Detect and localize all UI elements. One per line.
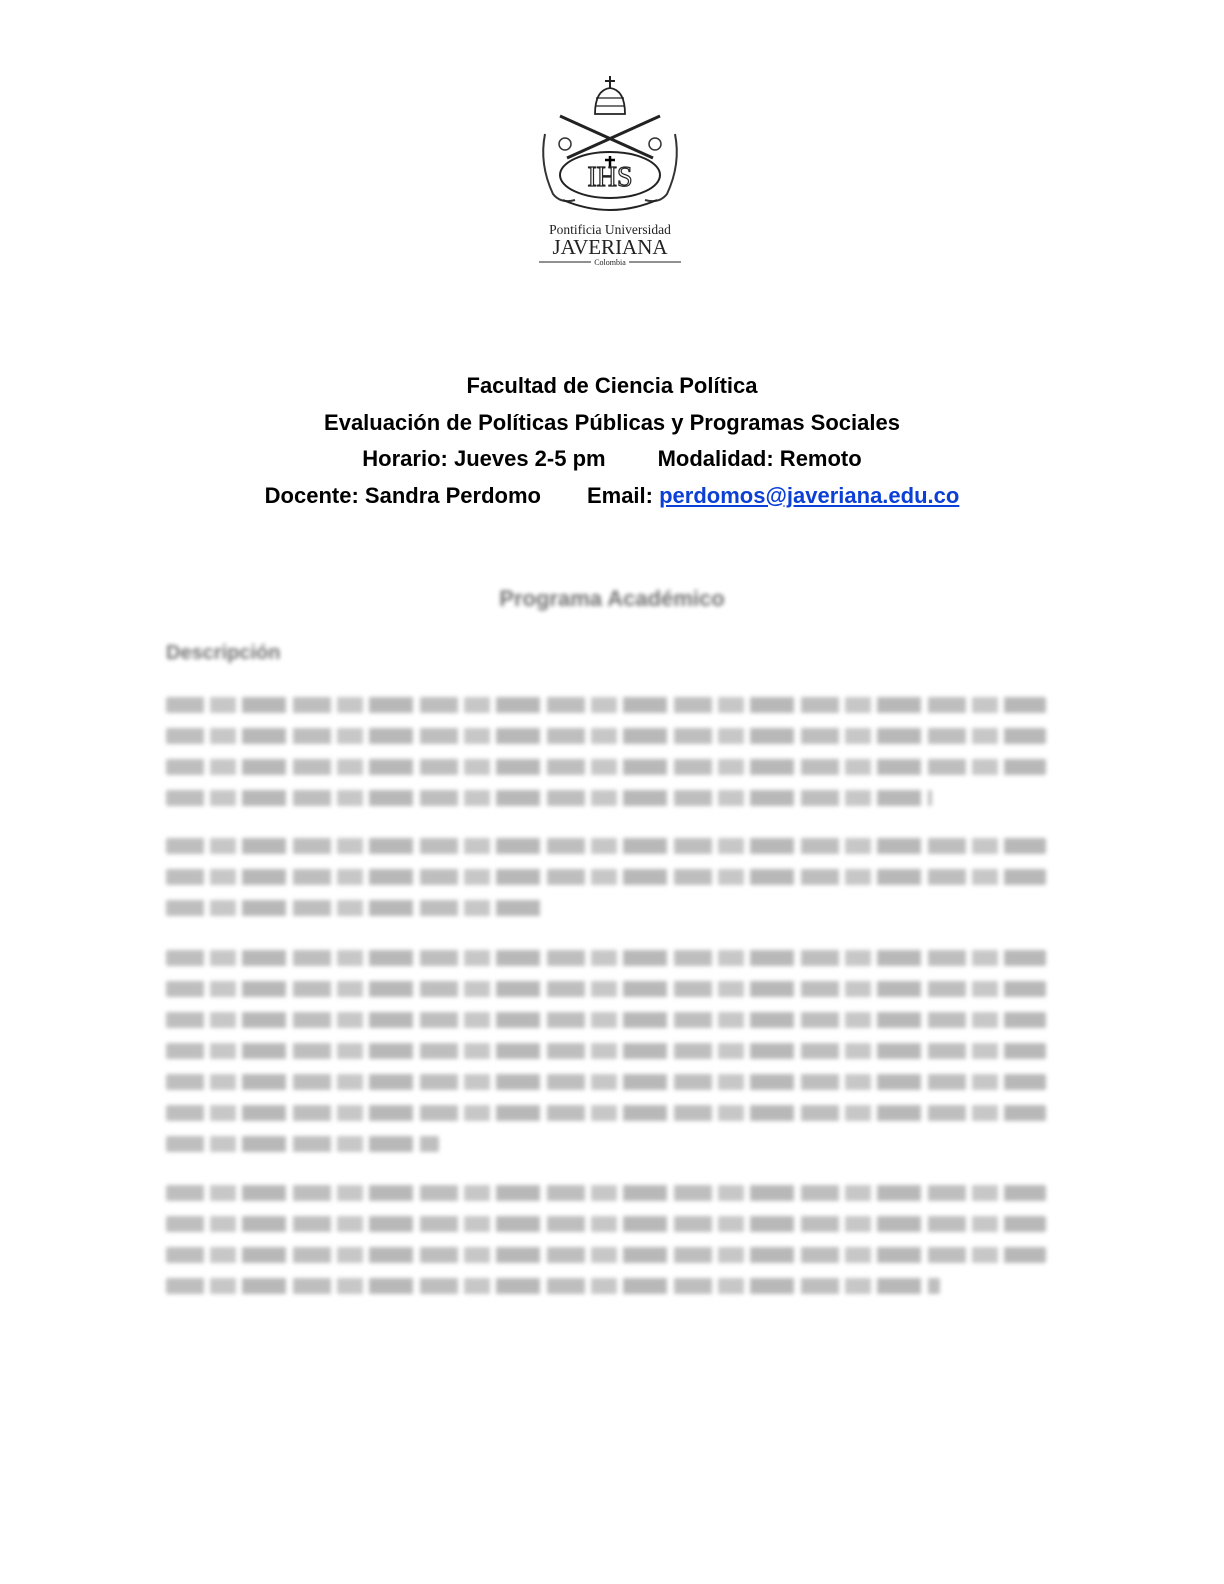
subheading: Descripción [166, 642, 281, 664]
redacted-line [166, 790, 932, 806]
course-header [0, 368, 1224, 514]
logo-line1: Pontificia Universidad [549, 222, 671, 237]
redacted-line [166, 981, 1046, 997]
email-link[interactable]: perdomos@javeriana.edu.co [659, 482, 960, 508]
modality: Modalidad: Remoto [657, 446, 862, 471]
redacted-line [166, 1216, 1046, 1232]
redacted-line [166, 900, 544, 916]
redacted-paragraph [166, 838, 1046, 931]
email-label: Email: [586, 482, 653, 508]
teacher: Docente: Sandra Perdomo [264, 482, 541, 508]
redacted-line [166, 1136, 439, 1152]
teacher-line [0, 478, 1224, 515]
svg-text:IHS: IHS [587, 162, 633, 193]
redacted-line [166, 1247, 1046, 1263]
redacted-line [166, 838, 1046, 854]
schedule: Horario: Jueves 2-5 pm [362, 446, 606, 471]
redacted-line [166, 869, 1046, 885]
redacted-line [166, 1012, 1046, 1028]
faculty-title: Facultad de Ciencia Política [466, 373, 758, 398]
redacted-line [166, 759, 1046, 775]
logo-line3: Colombia [594, 258, 626, 267]
redacted-line [166, 950, 1046, 966]
section-title: Programa Académico [499, 586, 725, 611]
redacted-line [166, 1074, 1046, 1090]
redacted-line [166, 697, 1046, 713]
university-logo [535, 74, 685, 270]
redacted-paragraph [166, 697, 1046, 821]
redacted-line [166, 1278, 940, 1294]
redacted-line [166, 728, 1046, 744]
redacted-line [166, 1043, 1046, 1059]
crest-icon [535, 74, 685, 270]
redacted-line [166, 1185, 1046, 1201]
schedule-line [0, 441, 1224, 478]
logo-line2: JAVERIANA [552, 235, 668, 259]
redacted-paragraph [166, 950, 1046, 1167]
redacted-paragraph [166, 1185, 1046, 1309]
course-title: Evaluación de Políticas Públicas y Programas Sociales [324, 409, 900, 435]
redacted-line [166, 1105, 1046, 1121]
